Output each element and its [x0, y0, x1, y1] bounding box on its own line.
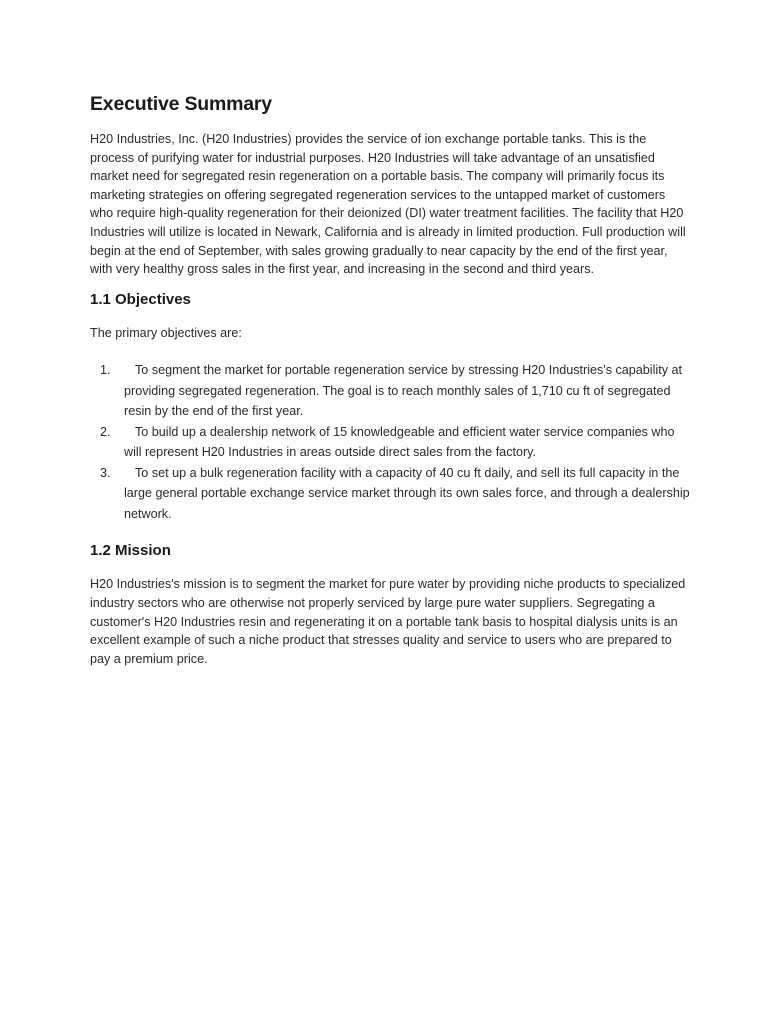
list-item-number: 3. [100, 465, 111, 480]
list-item-number: 1. [100, 363, 111, 378]
list-item [90, 463, 690, 525]
mission-heading: 1.2 Mission [90, 542, 171, 560]
list-item [90, 360, 690, 422]
list-item-text: To set up a bulk regeneration facility with a capacity of 40 cu ft daily, and sell its full capacity in the large general portable exchange service market through its own sales force, and through a dealership network. [124, 465, 690, 521]
executive-summary-paragraph: H20 Industries, Inc. (H20 Industries) provides the service of ion exchange portable tanks. This is the process of purifying water for industrial purposes. H20 Industries will take advantage of an unsatisfied market need for segregated resin regeneration on a portable basis. The company will primarily focus its marketing strategies on offering segregated regeneration services to the untapped market of customers who require high-quality regeneration for their deionized (DI) water treatment facilities. The facility that H20 Industries will utilize is located in Newark, California and is already in limited production. Full production will begin at the end of September, with sales growing gradually to near capacity by the end of the first year, with very healthy gross sales in the first year, and increasing in the second and third years. [90, 132, 686, 277]
page-title: Executive Summary [90, 93, 272, 115]
objectives-heading: 1.1 Objectives [90, 290, 191, 308]
list-item-text: To build up a dealership network of 15 knowledgeable and efficient water service companies who will represent H20 Industries in areas outside direct sales from the factory. [124, 424, 675, 460]
objectives-intro: The primary objectives are: [90, 325, 242, 340]
mission-paragraph: H20 Industries's mission is to segment the market for pure water by providing niche products to specialized industry sectors who are otherwise not properly serviced by large pure water suppliers. Segregating a customer's H20 Industries resin and regenerating it on a portable tank basis to hospital dialysis units is an excellent example of such a niche product that stresses quality and service to users who are prepared to pay a premium price. [90, 577, 686, 666]
list-item [90, 422, 690, 463]
document-page [90, 93, 690, 668]
list-item-number: 2. [100, 424, 111, 439]
list-item-text: To segment the market for portable regeneration service by stressing H20 Industries's capability at providing segregated regeneration. The goal is to reach monthly sales of 1,710 cu ft of segregated resin by the end of the first year. [124, 363, 683, 419]
objectives-list [90, 360, 690, 524]
